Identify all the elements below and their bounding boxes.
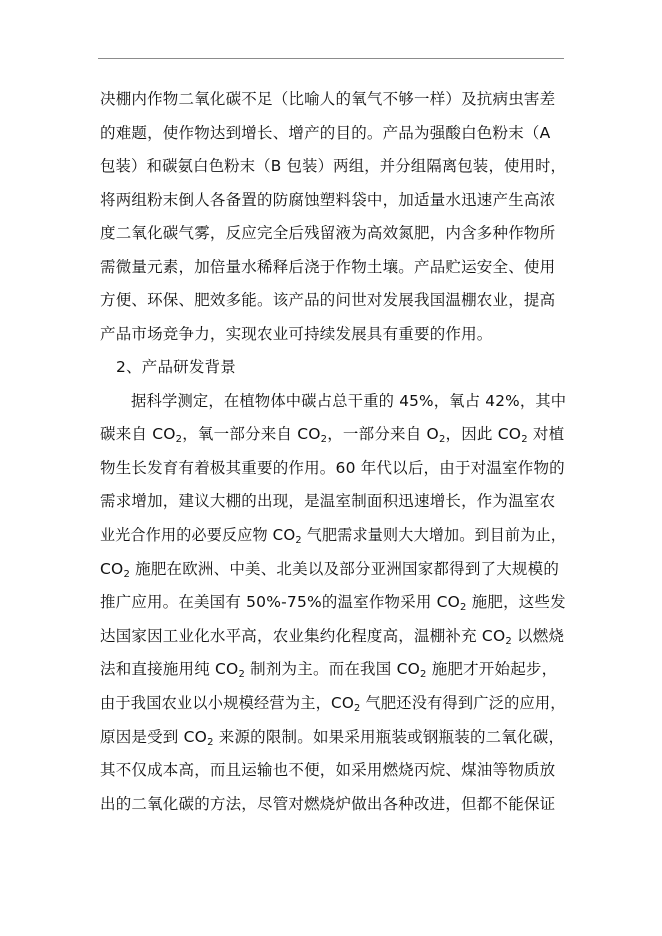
paragraph-line: 物生长发育有着极其重要的作用。60 年代以后，由于对温室作物的 [100,459,565,477]
paragraph-line: 的难题，使作物达到增长、增产的目的。产品为强酸白色粉末（A [100,124,551,142]
paragraph-line: 据科学测定，在植物体中碳占总干重的 45%，氧占 42%，其中 [131,392,567,410]
paragraph-line: 达国家因工业化水平高，农业集约化程度高，温棚补充 $CO_2$ 以燃烧 [100,627,565,647]
paragraph-line: $CO_2$ 施肥在欧洲、中美、北美以及部分亚洲国家都得到了大规模的 [100,560,560,580]
paragraph-line: 原因是受到 $CO_2$ 来源的限制。如果采用瓶装或钢瓶装的二氧化碳， [100,728,565,748]
paragraph-line: 包装）和碳氨白色粉末（B 包装）两组，并分组隔离包装，使用时， [100,157,567,175]
header-rule [98,58,564,59]
paragraph-line: 度二氧化碳气雾，反应完全后残留液为高效氮肥，内含多种作物所 [100,224,556,242]
section-heading: 2、产品研发背景 [116,358,236,376]
paragraph-line: 业光合作用的必要反应物 $CO_2$ 气肥需求量则大大增加。到目前为止， [100,526,566,546]
paragraph-line: 将两组粉末倒人各备置的防腐蚀塑料袋中，加适量水迅速产生高浓 [100,191,556,209]
paragraph-line: 方便、环保、肥效多能。该产品的问世对发展我国温棚农业，提高 [100,291,556,309]
paragraph-line: 需微量元素，加倍量水稀释后浇于作物土壤。产品贮运安全、使用 [100,258,556,276]
paragraph-line: 推广应用。在美国有 50%-75%的温室作物采用 $CO_2$ 施肥，这些发 [100,593,566,613]
paragraph-line: 碳来自 $CO_2$，氧一部分来自 $CO_2$，一部分来自 $O_2$，因此 $CO_2$ 对植 [100,425,565,445]
paragraph-line: 出的二氧化碳的方法，尽管对燃烧炉做出各种改进，但都不能保证 [100,795,556,813]
paragraph-line: 法和直接施用纯 $CO_2$ 制剂为主。而在我国 $CO_2$ 施肥才开始起步， [100,660,558,680]
paragraph-line: 决棚内作物二氧化碳不足（比喻人的氧气不够一样）及抗病虫害差 [100,90,556,108]
paragraph-line: 其不仅成本高，而且运输也不便，如采用燃烧丙烷、煤油等物质放 [100,761,556,779]
paragraph-line: 需求增加，建议大棚的出现，是温室制面积迅速增长，作为温室农 [100,492,556,510]
paragraph-line: 产品市场竞争力，实现农业可持续发展具有重要的作用。 [100,325,493,343]
paragraph-line: 由于我国农业以小规模经营为主，$CO_2$ 气肥还没有得到广泛的应用， [100,694,566,714]
